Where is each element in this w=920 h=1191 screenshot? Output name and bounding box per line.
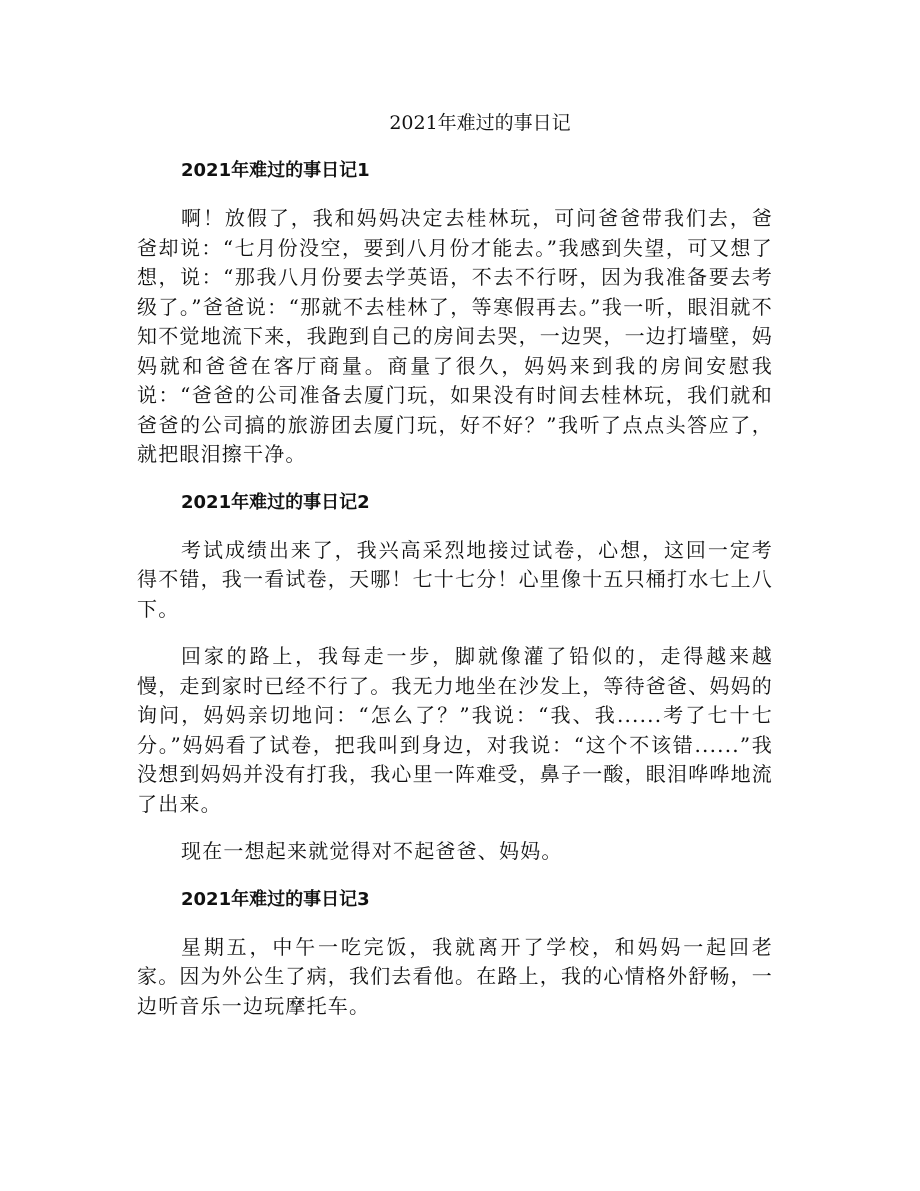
document-title: 2021年难过的事日记 xyxy=(389,112,571,134)
paragraph: 现在一想起来就觉得对不起爸爸、妈妈。 xyxy=(181,839,563,863)
paragraph: 回家的路上，我每走一步，脚就像灌了铅似的，走得越来越慢，走到家时已经不行了。我无力地坐在沙发上，等待爸爸、妈妈的询问，妈妈亲切地问：“怎么了？”我说：“我、我......考了七十七分。”妈妈看了试卷，把我叫到身边，对我说：“这个不该错......”我没想到妈妈并没有打我，我心里一阵难受，鼻子一酸，眼泪哗哗地流了出来。 xyxy=(137,644,773,816)
section-heading: 2021年难过的事日记2 xyxy=(181,491,370,513)
section-3 xyxy=(137,885,773,1022)
paragraph: 星期五，中午一吃完饭，我就离开了学校，和妈妈一起回老家。因为外公生了病，我们去看他。在路上，我的心情格外舒畅，一边听音乐一边玩摩托车。 xyxy=(137,934,773,1018)
section-heading: 2021年难过的事日记1 xyxy=(181,160,370,181)
section-1 xyxy=(137,156,773,470)
section-2 xyxy=(137,488,773,867)
paragraph: 啊！放假了，我和妈妈决定去桂林玩，可问爸爸带我们去，爸爸却说：“七月份没空，要到八月份才能去。”我感到失望，可又想了想，说：“那我八月份要去学英语，不去不行呀，因为我准备要去考级了。”爸爸说：“那就不去桂林了，等寒假再去。”我一听，眼泪就不知不觉地流下来，我跑到自己的房间去哭，一边哭，一边打墙壁，妈妈就和爸爸在客厅商量。商量了很久，妈妈来到我的房间安慰我说：“爸爸的公司准备去厦门玩，如果没有时间去桂林玩，我们就和爸爸的公司搞的旅游团去厦门玩，好不好？”我听了点点头答应了，就把眼泪擦干净。 xyxy=(137,206,773,466)
paragraph: 考试成绩出来了，我兴高采烈地接过试卷，心想，这回一定考得不错，我一看试卷，天哪！七十七分！心里像十五只桶打水七上八下。 xyxy=(137,537,773,621)
section-heading: 2021年难过的事日记3 xyxy=(181,888,370,910)
document-page xyxy=(137,108,773,1039)
